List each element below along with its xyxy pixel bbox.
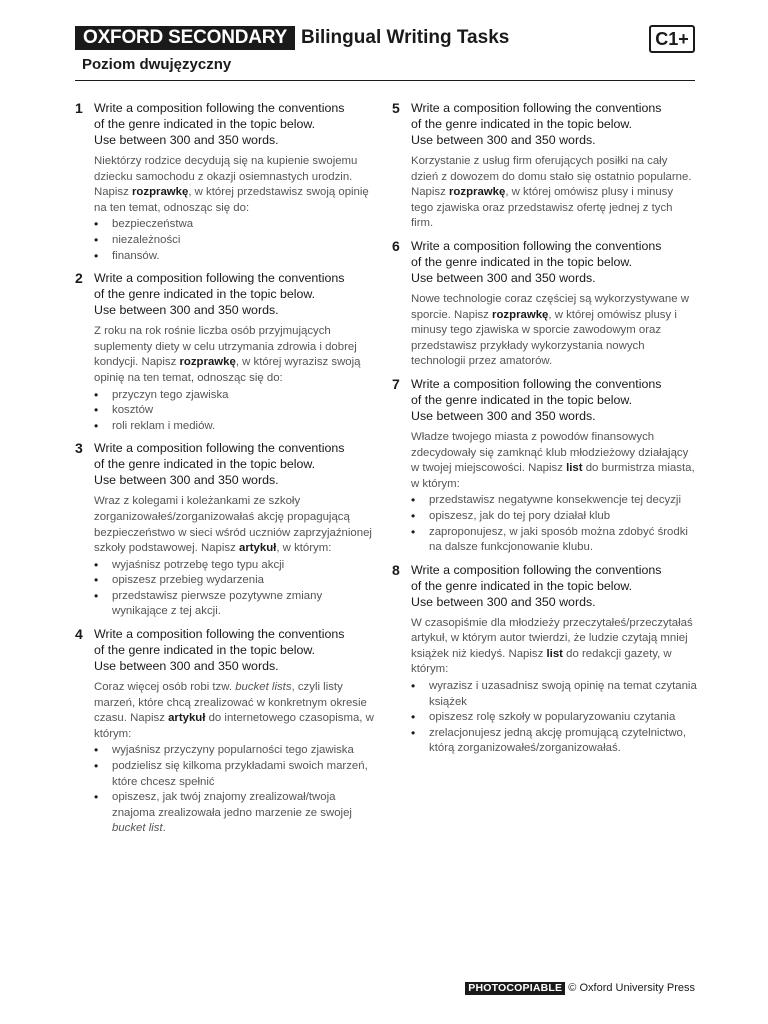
task-number: 8 bbox=[392, 561, 400, 578]
task-prompt bbox=[94, 154, 375, 216]
task-instruction bbox=[411, 376, 697, 424]
text-run: do internetowego czasopisma, w którym: bbox=[94, 712, 374, 740]
italic-text: bucket list bbox=[112, 822, 163, 835]
task-instruction bbox=[411, 100, 697, 148]
instruction-line: Write a composition following the conventions bbox=[94, 101, 345, 115]
text-run: Nowe technologie coraz częściej są wykorzystywane w sporcie. Napisz bbox=[411, 292, 689, 321]
task-bullet-list bbox=[94, 217, 375, 264]
page-title: Bilingual Writing Tasks bbox=[301, 27, 510, 48]
instruction-line: Use between 300 and 350 words. bbox=[411, 594, 596, 609]
task-bullet-list bbox=[94, 388, 375, 435]
instruction-line: Use between 300 and 350 words. bbox=[94, 659, 279, 674]
text-run: , w której wyrazisz swoją opinię na ten temat, odnosząc się do: bbox=[94, 356, 361, 384]
bullet-item: • kosztów bbox=[94, 403, 375, 419]
task-4 bbox=[75, 626, 375, 837]
instruction-line: of the genre indicated in the topic below. bbox=[94, 117, 316, 131]
instruction-line: Write a composition following the conventions bbox=[411, 238, 662, 253]
text-run: Z roku na rok rośnie liczba osób przyjmujących suplementy diety w celu utrzymania zdrowia i dobrej kondycji. Napisz bbox=[94, 325, 357, 369]
bullet-item: • roli reklam i mediów. bbox=[94, 419, 375, 435]
text-run: do redakcji gazety, w którym: bbox=[411, 647, 672, 676]
copyright-text: © Oxford University Press bbox=[568, 982, 695, 994]
instruction-line: of the genre indicated in the topic below. bbox=[94, 643, 316, 658]
instruction-line: of the genre indicated in the topic below. bbox=[411, 117, 633, 131]
italic-text: bucket lists bbox=[235, 681, 292, 694]
text-run: Korzystanie z usług firm oferujących posiłki na cały dzień z dowozem do domu stało się ostatnio popularne. Napisz bbox=[411, 155, 692, 199]
instruction-line: Use between 300 and 350 words. bbox=[94, 133, 279, 147]
emphasis-text: list bbox=[566, 462, 583, 475]
instruction-line: Use between 300 and 350 words. bbox=[411, 408, 596, 423]
bullet-item: • przyczyn tego zjawiska bbox=[94, 388, 375, 404]
task-bullet-list bbox=[411, 679, 697, 757]
task-prompt bbox=[94, 680, 375, 742]
page-footer bbox=[465, 982, 695, 995]
left-column bbox=[75, 100, 375, 843]
instruction-line: Write a composition following the conventions bbox=[411, 101, 662, 115]
task-3 bbox=[75, 440, 375, 620]
task-2 bbox=[75, 270, 375, 434]
text-run: Władze twojego miasta z powodów finansowych zdecydowały się zamknąć klub młodzieżowy działający w twojej miejscowości. Napisz bbox=[411, 430, 689, 475]
task-instruction bbox=[411, 562, 697, 610]
task-instruction bbox=[94, 270, 375, 318]
page-header bbox=[75, 26, 695, 50]
task-bullet-list bbox=[94, 743, 375, 837]
task-5 bbox=[392, 100, 697, 232]
task-number: 2 bbox=[75, 270, 83, 287]
emphasis-text: rozprawkę bbox=[179, 356, 236, 369]
bullet-item: • opiszesz przebieg wydarzenia bbox=[94, 573, 375, 589]
instruction-line: of the genre indicated in the topic below. bbox=[94, 287, 316, 302]
task-number: 1 bbox=[75, 100, 83, 116]
task-bullet-list bbox=[94, 558, 375, 620]
bullet-item bbox=[94, 790, 375, 837]
bullet-item: • opiszesz, jak do tej pory działał klub bbox=[411, 509, 697, 525]
task-7 bbox=[392, 376, 697, 556]
task-prompt bbox=[411, 616, 697, 678]
task-prompt bbox=[411, 292, 697, 370]
task-number: 6 bbox=[392, 237, 400, 254]
text-run: , w którym: bbox=[276, 542, 332, 555]
bullet-item: • niezależności bbox=[94, 233, 375, 249]
task-instruction bbox=[411, 238, 697, 286]
instruction-line: Use between 300 and 350 words. bbox=[411, 133, 596, 147]
bullet-item: • zrelacjonujesz jedną akcję promującą czytelnictwo, którą zorganizowałeś/zorganizowałaś. bbox=[411, 726, 697, 757]
emphasis-text: artykuł bbox=[238, 542, 277, 555]
right-column bbox=[392, 100, 697, 763]
instruction-line: of the genre indicated in the topic below. bbox=[411, 254, 633, 269]
bullet-item: • bezpieczeństwa bbox=[94, 217, 375, 233]
task-prompt bbox=[411, 430, 697, 492]
photocopiable-badge: PHOTOCOPIABLE bbox=[465, 982, 565, 995]
task-prompt bbox=[94, 324, 375, 386]
task-instruction bbox=[94, 626, 375, 674]
text-run: Coraz więcej osób robi tzw. bbox=[94, 681, 236, 694]
text-run: W czasopiśmie dla młodzieży przeczytałeś/przeczytałaś artykuł, w którym autor twierdzi, że ludzie czytają mniej książek niż kiedyś. Napisz bbox=[411, 616, 693, 660]
instruction-line: Use between 300 and 350 words. bbox=[411, 270, 596, 285]
instruction-line: of the genre indicated in the topic below. bbox=[94, 457, 316, 472]
emphasis-text: list bbox=[546, 647, 563, 660]
bullet-item: • opiszesz rolę szkoły w popularyzowaniu czytania bbox=[411, 710, 697, 726]
task-number: 3 bbox=[75, 440, 83, 457]
emphasis-text: artykuł bbox=[168, 712, 206, 725]
task-8 bbox=[392, 562, 697, 757]
task-bullet-list bbox=[411, 493, 697, 555]
brand-label: OXFORD SECONDARY bbox=[75, 26, 295, 50]
bullet-item: • finansów. bbox=[94, 249, 375, 265]
bullet-item: • zaproponujesz, w jaki sposób można zdobyć środki na dalsze funkcjonowanie klubu. bbox=[411, 525, 697, 556]
bullet-item: • wyjaśnisz przyczyny popularności tego zjawiska bbox=[94, 743, 375, 759]
task-1 bbox=[75, 100, 375, 264]
emphasis-text: rozprawkę bbox=[492, 308, 549, 321]
bullet-item: • przedstawisz pierwsze pozytywne zmiany wynikające z tej akcji. bbox=[94, 589, 375, 620]
task-6 bbox=[392, 238, 697, 370]
instruction-line: Write a composition following the conventions bbox=[411, 376, 662, 391]
task-instruction bbox=[94, 440, 375, 488]
task-number: 5 bbox=[392, 100, 400, 116]
text-run: , czyli listy marzeń, które chcą zrealizować w konkretnym okresie czasu. Napisz bbox=[94, 681, 367, 725]
bullet-item: • przedstawisz negatywne konsekwencje tej decyzji bbox=[411, 493, 697, 509]
task-number: 7 bbox=[392, 375, 400, 392]
task-prompt bbox=[411, 154, 697, 232]
bullet-item: • wyrazisz i uzasadnisz swoją opinię na temat czytania książek bbox=[411, 679, 697, 710]
task-number: 4 bbox=[75, 626, 83, 643]
instruction-line: of the genre indicated in the topic below. bbox=[411, 392, 633, 407]
text-run: , w której przedstawisz swoją opinię na ten temat, odnosząc się do: bbox=[94, 186, 369, 214]
text-run: Wraz z kolegami i koleżankami ze szkoły zorganizowałeś/zorganizowałaś akcję propagującą bezpieczeństwo w sieci wśród uczniów zaprzyjaźnionej szkoły podstawowej. Napisz bbox=[94, 495, 372, 555]
instruction-line: Use between 300 and 350 words. bbox=[94, 473, 279, 488]
instruction-line: Use between 300 and 350 words. bbox=[94, 303, 279, 318]
header-divider bbox=[75, 80, 695, 81]
emphasis-text: rozprawkę bbox=[131, 186, 189, 199]
text-run: , w której omówisz plusy i minusy tego zjawiska oraz przedstawisz ofertę jednej z tych firm. bbox=[411, 186, 674, 230]
emphasis-text: rozprawkę bbox=[448, 186, 506, 199]
bullet-item: • podzielisz się kilkoma przykładami swoich marzeń, które chcesz spełnić bbox=[94, 759, 375, 790]
task-instruction bbox=[94, 100, 375, 148]
text-run: do burmistrza miasta, w którym: bbox=[411, 462, 695, 490]
instruction-line: of the genre indicated in the topic below. bbox=[411, 578, 633, 593]
task-prompt bbox=[94, 494, 375, 556]
level-badge: C1+ bbox=[649, 25, 695, 53]
instruction-line: Write a composition following the conventions bbox=[94, 627, 345, 642]
text-run: Niektórzy rodzice decydują się na kupienie swojemu dziecku samochodu z okazji osiemnastych urodzin. Napisz bbox=[94, 155, 358, 199]
instruction-line: Write a composition following the conventions bbox=[94, 441, 345, 456]
bullet-item: • wyjaśnisz potrzebę tego typu akcji bbox=[94, 558, 375, 574]
text-run: . bbox=[162, 822, 166, 835]
instruction-line: Write a composition following the conventions bbox=[94, 271, 345, 286]
page-subtitle: Poziom dwujęzyczny bbox=[82, 56, 232, 73]
text-run: , w której omówisz plusy i minusy tego zjawiska w sporcie zawodowym oraz przedstawisz przykłady wykorzystania nowych technologii przez amatorów. bbox=[411, 308, 677, 368]
text-run: opiszesz, jak twój znajomy zrealizował/twoja znajoma zrealizowała jedno marzenie ze swojej bbox=[112, 791, 352, 819]
instruction-line: Write a composition following the conventions bbox=[411, 562, 662, 577]
